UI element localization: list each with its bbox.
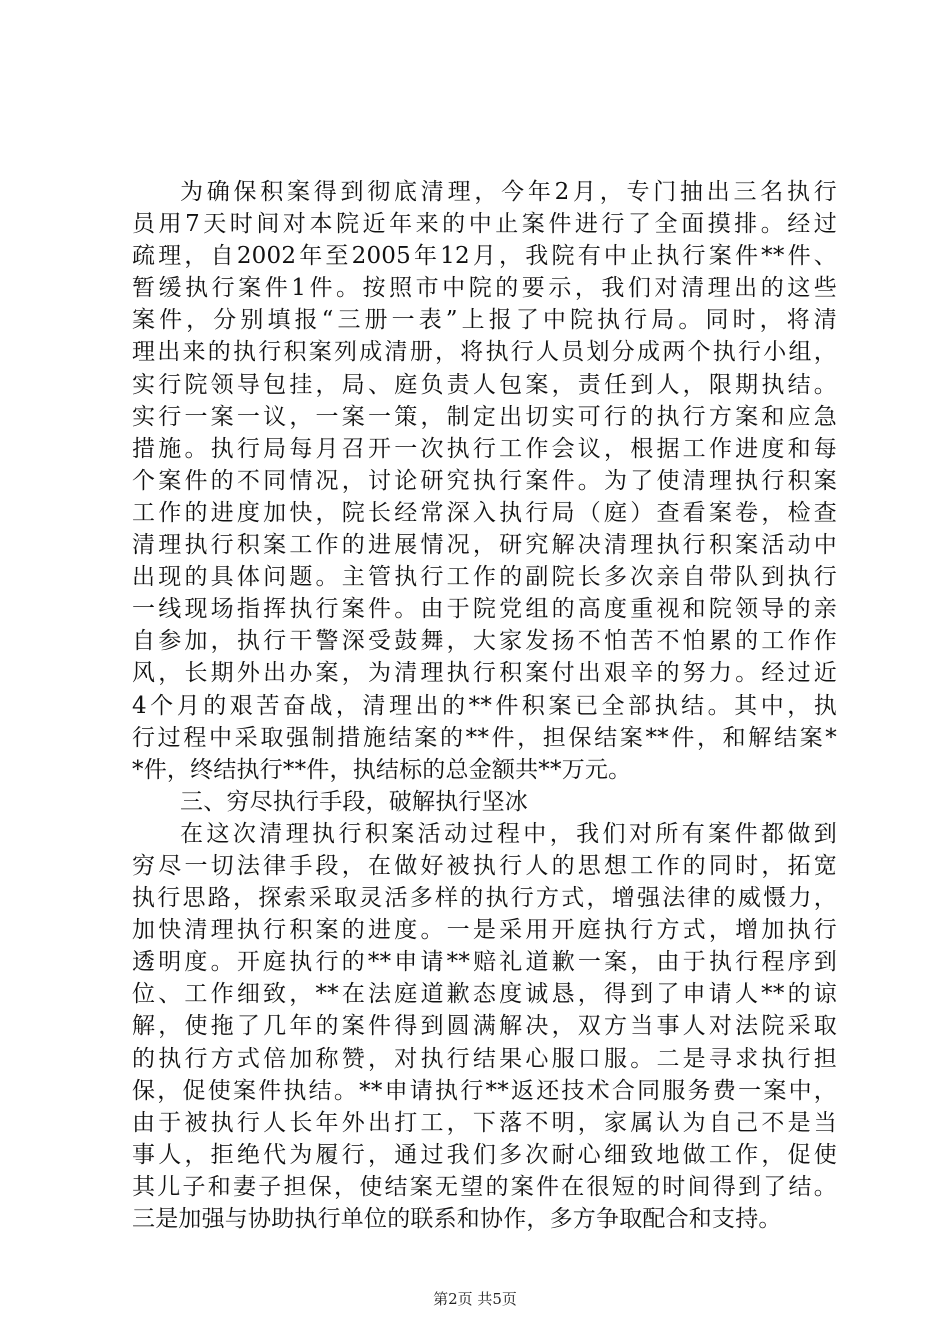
paragraph-2-line: 解，使拖了几年的案件得到圆满解决，双方当事人对法院采取: [132, 1013, 837, 1040]
section-heading: 三、穷尽执行手段，破解执行坚冰: [180, 788, 528, 815]
paragraph-2-line: 加快清理执行积案的进度。一是采用开庭执行方式，增加执行: [132, 917, 837, 944]
paragraph-1-line: *件，终结执行**件，执结标的总金额共**万元。: [132, 756, 632, 783]
paragraph-1-line: 疏理，自2002年至2005年12月，我院有中止执行案件**件、: [132, 243, 837, 270]
paragraph-2-line: 执行思路，探索采取灵活多样的执行方式，增强法律的威慑力，: [132, 885, 837, 912]
paragraph-1-line: 工作的进度加快，院长经常深入执行局（庭）查看案卷，检查: [132, 499, 837, 526]
paragraph-1-line: 4个月的艰苦奋战，清理出的**件积案已全部执结。其中，执: [132, 692, 837, 719]
paragraph-2-line: 事人，拒绝代为履行，通过我们多次耐心细致地做工作，促使: [132, 1141, 837, 1168]
document-body: [132, 176, 837, 1235]
paragraph-2-line: 的执行方式倍加称赞，对执行结果心服口服。二是寻求执行担: [132, 1045, 837, 1072]
paragraph-2-line: 三是加强与协助执行单位的联系和协作，多方争取配合和支持。: [132, 1206, 782, 1232]
paragraph-1-line: 行过程中采取强制措施结案的**件，担保结案**件，和解结案*: [132, 724, 837, 751]
paragraph-1-line: 暂缓执行案件1件。按照市中院的要示，我们对清理出的这些: [132, 275, 837, 302]
paragraph-1-line: 实行院领导包挂，局、庭负责人包案，责任到人，限期执结。: [132, 371, 837, 398]
paragraph-1-line: 理出来的执行积案列成清册，将执行人员划分成两个执行小组，: [132, 339, 837, 366]
paragraph-2-line: 在这次清理执行积案活动过程中，我们对所有案件都做到: [180, 820, 837, 847]
paragraph-1-line: 员用7天时间对本院近年来的中止案件进行了全面摸排。经过: [132, 211, 837, 238]
paragraph-1-line: 为确保积案得到彻底清理，今年2月，专门抽出三名执行: [180, 179, 837, 205]
paragraph-1-line: 案件，分别填报“三册一表”上报了中院执行局。同时，将清: [132, 307, 837, 334]
paragraph-1-line: 措施。执行局每月召开一次执行工作会议，根据工作进度和每: [132, 435, 837, 462]
paragraph-2-line: 透明度。开庭执行的**申请**赔礼道歉一案，由于执行程序到: [132, 949, 837, 976]
paragraph-2: [132, 818, 837, 1235]
paragraph-2-line: 由于被执行人长年外出打工，下落不明，家属认为自己不是当: [132, 1109, 837, 1136]
paragraph-1-line: 出现的具体问题。主管执行工作的副院长多次亲自带队到执行: [132, 564, 837, 591]
paragraph-1-line: 自参加，执行干警深受鼓舞，大家发扬不怕苦不怕累的工作作: [132, 628, 837, 655]
paragraph-1: [132, 176, 837, 786]
paragraph-1-line: 个案件的不同情况，讨论研究执行案件。为了使清理执行积案: [132, 467, 837, 494]
paragraph-1-line: 清理执行积案工作的进展情况，研究解决清理执行积案活动中: [132, 532, 837, 559]
paragraph-1-line: 实行一案一议，一案一策，制定出切实可行的执行方案和应急: [132, 403, 837, 430]
page-number-footer: 第2页 共5页: [433, 1290, 517, 1308]
paragraph-2-line: 其儿子和妻子担保，使结案无望的案件在很短的时间得到了结。: [132, 1173, 837, 1200]
paragraph-2-line: 穷尽一切法律手段，在做好被执行人的思想工作的同时，拓宽: [132, 852, 837, 879]
paragraph-1-line: 风，长期外出办案，为清理执行积案付出艰辛的努力。经过近: [132, 660, 837, 687]
paragraph-2-line: 位、工作细致，**在法庭道歉态度诚恳，得到了申请人**的谅: [132, 981, 837, 1008]
paragraph-1-line: 一线现场指挥执行案件。由于院党组的高度重视和院领导的亲: [132, 596, 837, 623]
paragraph-2-line: 保，促使案件执结。**申请执行**返还技术合同服务费一案中，: [132, 1077, 837, 1104]
